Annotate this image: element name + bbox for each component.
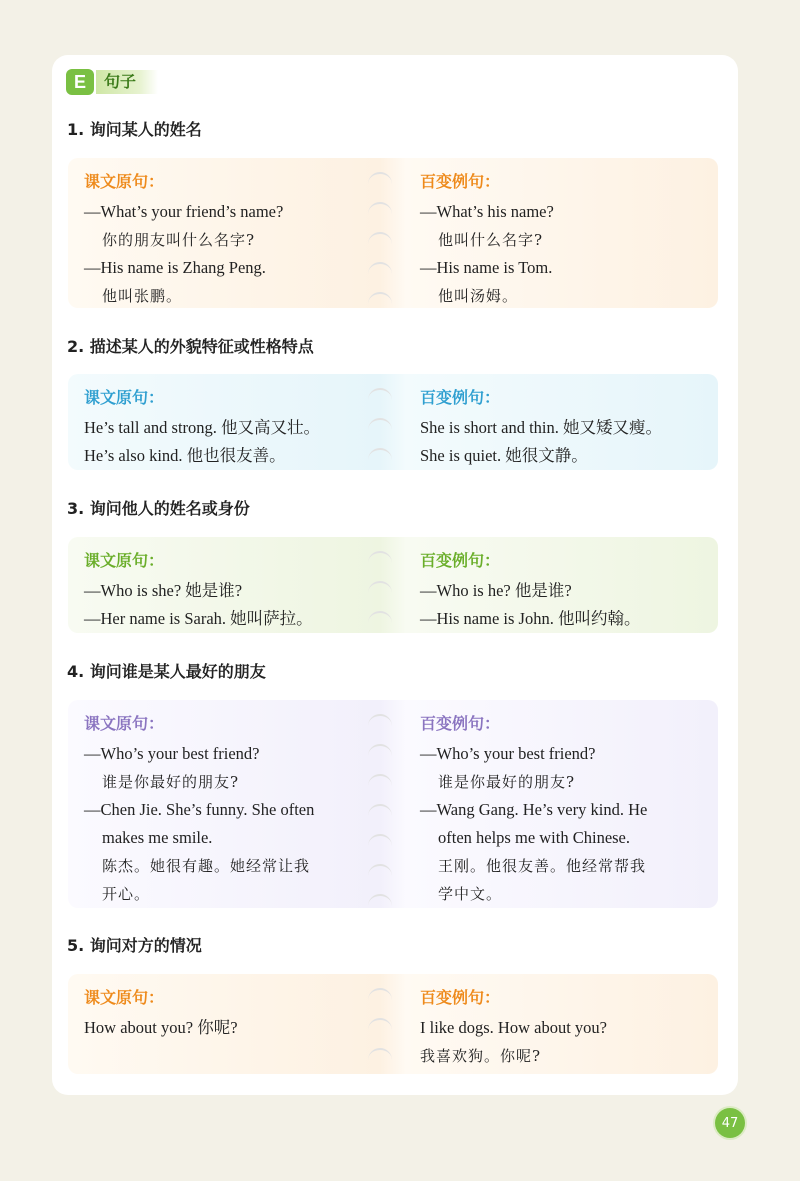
section-1-box xyxy=(68,158,718,308)
section-tag xyxy=(66,68,158,96)
sentence: —Wang Gang. He’s very kind. He xyxy=(420,800,648,819)
sentence: 他叫什么名字? xyxy=(438,231,544,249)
sentence: I like dogs. How about you? xyxy=(420,1018,607,1037)
page-number: 47 xyxy=(715,1108,745,1138)
section-2-box xyxy=(68,374,718,470)
section-1-variant xyxy=(420,170,710,310)
section-tag-icon: E xyxy=(66,69,94,95)
sentence: —His name is John. 他叫约翰。 xyxy=(420,609,641,628)
sentence: 谁是你最好的朋友? xyxy=(438,773,576,791)
section-1-original xyxy=(84,170,354,310)
sentence: He’s also kind. 他也很友善。 xyxy=(84,446,286,465)
section-3-original xyxy=(84,549,354,633)
variant-title: 百变例句： xyxy=(420,988,501,1007)
sentence: 学中文。 xyxy=(438,885,503,903)
binder-rings xyxy=(368,388,398,478)
sentence: 你的朋友叫什么名字? xyxy=(102,231,256,249)
sentence: How about you? 你呢? xyxy=(84,1018,238,1037)
section-3-variant xyxy=(420,549,710,633)
section-4-heading: 4. 询问谁是某人最好的朋友 xyxy=(67,662,266,681)
variant-title: 百变例句： xyxy=(420,714,501,733)
sentence: —His name is Zhang Peng. xyxy=(84,258,266,277)
section-3-box xyxy=(68,537,718,633)
sentence: 谁是你最好的朋友? xyxy=(102,773,240,791)
sentence: 他叫张鹏。 xyxy=(102,287,183,305)
section-4-box xyxy=(68,700,718,908)
binder-rings xyxy=(368,172,398,322)
sentence: —Who’s your best friend? xyxy=(420,744,596,763)
section-4-original xyxy=(84,712,354,908)
sentence: He’s tall and strong. 他又高又壮。 xyxy=(84,418,321,437)
sentence: —His name is Tom. xyxy=(420,258,553,277)
sentence: —Who is she? 她是谁? xyxy=(84,581,243,600)
section-5-original xyxy=(84,986,354,1042)
sentence: 开心。 xyxy=(102,885,151,903)
sentence: makes me smile. xyxy=(102,828,213,847)
original-title: 课文原句： xyxy=(84,988,165,1007)
sentence: —Who is he? 他是谁? xyxy=(420,581,572,600)
original-title: 课文原句： xyxy=(84,551,165,570)
section-2-variant xyxy=(420,386,710,470)
variant-title: 百变例句： xyxy=(420,388,501,407)
binder-rings xyxy=(368,988,398,1078)
section-3-heading: 3. 询问他人的姓名或身份 xyxy=(67,499,250,518)
sentence: 他叫汤姆。 xyxy=(438,287,519,305)
binder-rings xyxy=(368,551,398,641)
section-2-heading: 2. 描述某人的外貌特征或性格特点 xyxy=(67,337,314,356)
sentence: —Who’s your best friend? xyxy=(84,744,260,763)
binder-rings xyxy=(368,714,398,924)
sentence: —Chen Jie. She’s funny. She often xyxy=(84,800,315,819)
original-title: 课文原句： xyxy=(84,714,165,733)
sentence: 我喜欢狗。你呢? xyxy=(420,1047,542,1065)
section-5-box xyxy=(68,974,718,1074)
sentence: —Her name is Sarah. 她叫萨拉。 xyxy=(84,609,313,628)
original-title: 课文原句： xyxy=(84,172,165,191)
section-2-original xyxy=(84,386,354,470)
section-1-heading: 1. 询问某人的姓名 xyxy=(67,120,202,139)
section-tag-label: 句子 xyxy=(96,70,158,94)
original-title: 课文原句： xyxy=(84,388,165,407)
sentence: —What’s your friend’s name? xyxy=(84,202,284,221)
sentence: —What’s his name? xyxy=(420,202,554,221)
sentence: often helps me with Chinese. xyxy=(438,828,631,847)
variant-title: 百变例句： xyxy=(420,551,501,570)
section-4-variant xyxy=(420,712,710,908)
section-5-variant xyxy=(420,986,710,1070)
sentence: 王刚。他很友善。他经常帮我 xyxy=(438,857,647,875)
sentence: 陈杰。她很有趣。她经常让我 xyxy=(102,857,311,875)
sentence: She is quiet. 她很文静。 xyxy=(420,446,588,465)
sentence: She is short and thin. 她又矮又瘦。 xyxy=(420,418,662,437)
section-5-heading: 5. 询问对方的情况 xyxy=(67,936,202,955)
variant-title: 百变例句： xyxy=(420,172,501,191)
